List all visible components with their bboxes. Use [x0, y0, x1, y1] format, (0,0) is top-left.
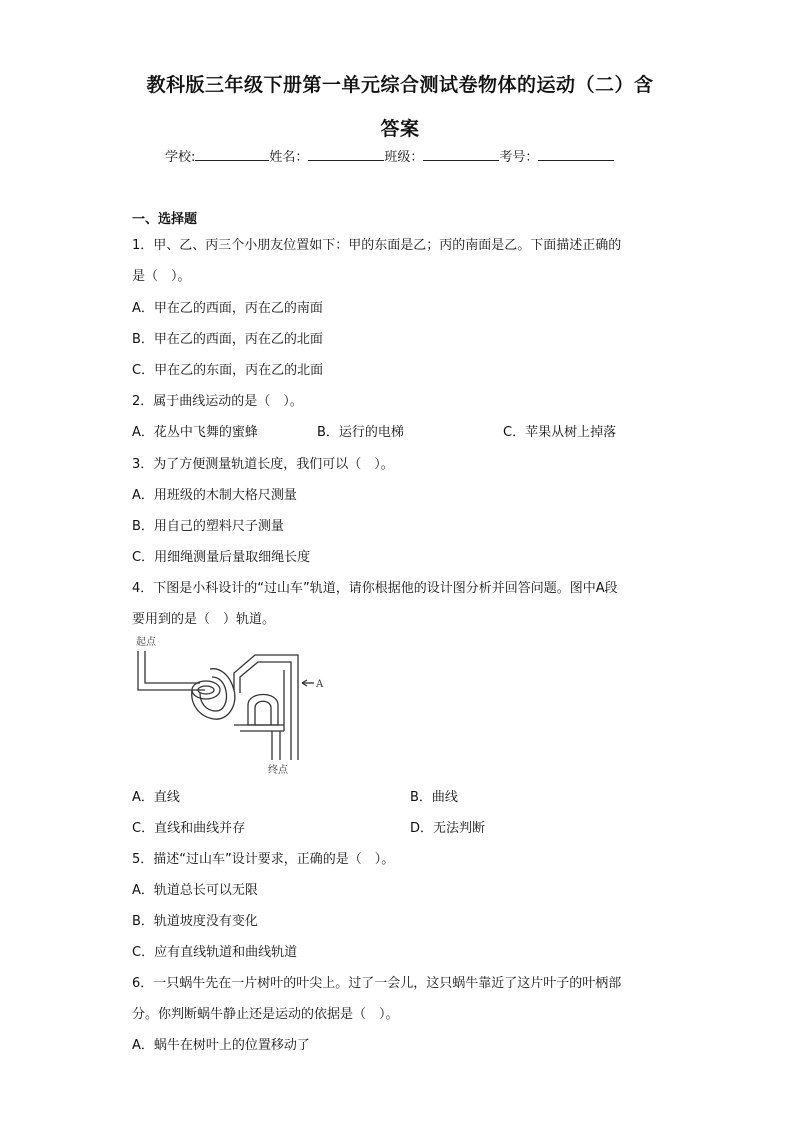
q2-options [132, 421, 652, 439]
q4-option-a: A．直线 [132, 790, 180, 805]
q4-option-c: C．直线和曲线并存 [132, 821, 246, 836]
q1-stem-continued: 是（ ）。 [132, 269, 191, 284]
q1-stem: 1．甲、乙、丙三个小朋友位置如下：甲的东面是乙；丙的南面是乙。下面描述正确的 [132, 238, 622, 253]
start-label: 起点 [136, 637, 156, 648]
number-blank [538, 146, 614, 161]
q6-stem: 6．一只蜗牛先在一片树叶的叶尖上。过了一会儿，这只蜗牛靠近了这片叶子的叶柄部 [132, 976, 622, 991]
q5-option-c: C．应有直线轨道和曲线轨道 [132, 945, 298, 960]
q4-option-b: B．曲线 [410, 790, 458, 805]
name-blank [308, 146, 384, 161]
q2-option-b: B．运行的电梯 [317, 425, 404, 440]
end-label: 终点 [268, 765, 288, 775]
q1-option-c: C．甲在乙的东面，丙在乙的北面 [132, 363, 324, 378]
section-heading: 一、选择题 [132, 212, 198, 227]
q4-stem: 4．下图是小科设计的“过山车”轨道，请你根据他的设计图分析并回答问题。图中A段 [132, 581, 618, 596]
class-blank [423, 146, 499, 161]
q2-option-a: A．花丛中飞舞的蜜蜂 [132, 425, 258, 440]
number-label: 考号： [499, 150, 539, 165]
q3-option-c: C．用细绳测量后量取细绳长度 [132, 550, 311, 565]
q5-option-a: A．轨道总长可以无限 [132, 883, 258, 898]
q2-stem: 2．属于曲线运动的是（ ）。 [132, 394, 303, 409]
school-label: 学校: [165, 150, 196, 165]
q4-options-row1 [132, 786, 652, 804]
student-info-row [165, 146, 614, 165]
page-title-continued: 答案 [380, 118, 420, 140]
marker-a-label: A [316, 679, 324, 690]
q6-stem-continued: 分。你判断蜗牛静止还是运动的依据是（ ）。 [132, 1007, 399, 1022]
q3-option-b: B．用自己的塑料尺子测量 [132, 519, 284, 534]
q2-option-c: C．苹果从树上掉落 [503, 425, 617, 440]
name-label: 姓名： [269, 150, 309, 165]
school-blank [195, 146, 269, 161]
q5-option-b: B．轨道坡度没有变化 [132, 914, 258, 929]
q1-option-b: B．甲在乙的西面，丙在乙的北面 [132, 332, 323, 347]
roller-coaster-track-diagram [130, 635, 330, 775]
q3-option-a: A．用班级的木制大格尺测量 [132, 488, 297, 503]
q5-stem: 5．描述“过山车”设计要求，正确的是（ ）。 [132, 852, 395, 867]
q4-stem-continued: 要用到的是（ ）轨道。 [132, 612, 276, 627]
q4-options-row2 [132, 817, 652, 835]
q4-option-d: D．无法判断 [410, 821, 486, 836]
q1-option-a: A．甲在乙的西面，丙在乙的南面 [132, 301, 323, 316]
q3-stem: 3．为了方便测量轨道长度，我们可以（ ）。 [132, 457, 394, 472]
page-title: 教科版三年级下册第一单元综合测试卷物体的运动（二）含 [146, 74, 654, 96]
q6-option-a: A．蜗牛在树叶上的位置移动了 [132, 1038, 310, 1053]
class-label: 班级： [384, 150, 424, 165]
